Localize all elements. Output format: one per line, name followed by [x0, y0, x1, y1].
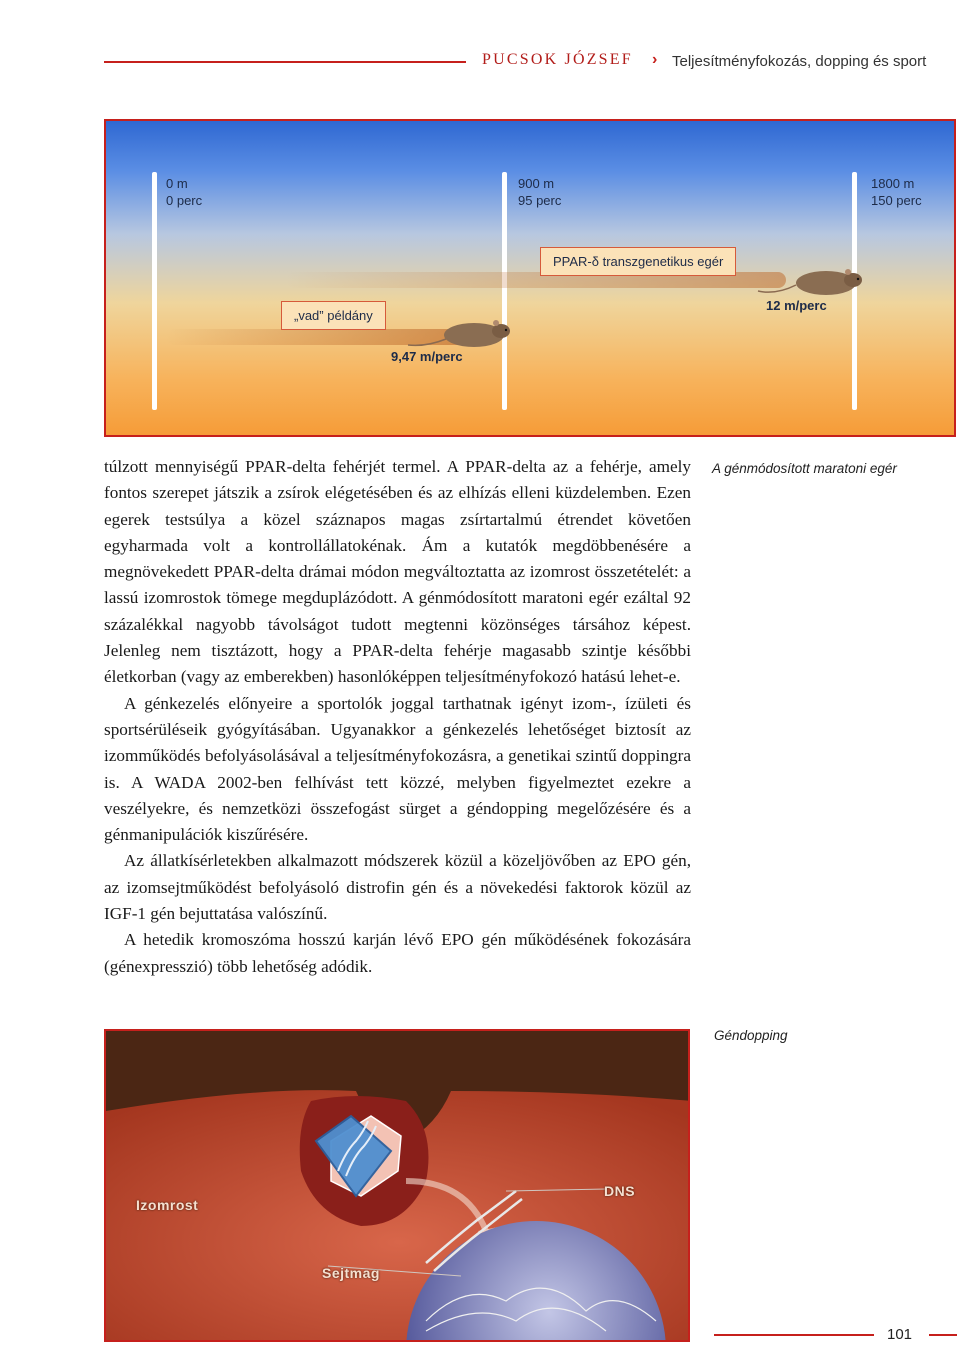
marker-time: 150 perc [871, 193, 922, 208]
paragraph: A hetedik kromoszóma hosszú karján lévő EPO gén működésének fokozására (génexpresszió) több lehetőség adódik. [104, 930, 691, 976]
marker-distance: 0 m [166, 176, 188, 191]
footer-rule [714, 1334, 874, 1336]
label-muscle-fiber: Izomrost [136, 1197, 199, 1213]
header-rule [104, 61, 466, 63]
header-chevron-icon: › [652, 51, 658, 68]
marker-distance: 1800 m [871, 176, 915, 191]
marker-distance: 900 m [518, 176, 555, 191]
paragraph: túlzott mennyiségű PPAR-delta fehérjét termel. A PPAR-delta az a fehérje, amely fontos szerepet játszik a zsírok elégetésében és az elhízás elleni küzdelemben. Ezen egerek testsúlya a közel száznapos magas zsírtartalmú étrendet követően egyharmada volt a kontrollállatokénak. Ám a kutatók megdöbbenésére a megnövekedett PPAR-delta drámai módon megváltoztatta az izomrost összetételét: a lassú izomrostok tömege megduplázódott. A génmódosított maratoni egér ezáltal 92 százalékkal nagyobb távolságot tudott megtenni közönséges társához képest. Jelenleg nem tisztázott, hogy a PPAR-delta fehérje magasabb szintje későbbi életkorban (vagy az emberekben) hasonlóképpen teljesítményfokozó hatású lehet-e. [104, 457, 691, 687]
marker-start [166, 175, 202, 209]
wild-speed: 9,47 m/perc [391, 349, 463, 364]
figure-marathon-mouse [104, 119, 956, 437]
transgenic-label: PPAR-δ transzgenetikus egér [540, 247, 736, 276]
marker-time: 95 perc [518, 193, 562, 208]
marker-finish [871, 175, 922, 209]
label-dna: DNS [604, 1183, 636, 1199]
marker-time: 0 perc [166, 193, 203, 208]
paragraph: A génkezelés előnyeire a sportolók joggal tarthatnak igényt izom-, ízületi és sportsérüléseik gyógyításában. Ugyanakkor a génkezelés lehetőséget biztosít az izomműködés befolyásolásával a teljesítményfokozásra, a genetikai szintű doppingra is. A WADA 2002-ben felhívást tett közzé, melyben figyelmeztet ezekre a veszélyekre, és nemzetközi összefogást sürget a géndopping megelőzésére és a génmanipulációk kiszűrésére. [104, 693, 691, 845]
paragraph: Az állatkísérletekben alkalmazott módszerek közül a közeljövőben az EPO gén, az izomsejtműködést befolyásoló distrofin gén és a növekedési faktorok közül az IGF-1 gén bejuttatása valószínű. [104, 851, 691, 924]
middle-pole [502, 172, 507, 410]
header-author: PUCSOK JÓZSEF [482, 51, 633, 68]
start-pole [152, 172, 157, 410]
wild-mouse-icon [406, 313, 516, 353]
figure1-caption: A génmódosított maratoni egér [712, 461, 897, 476]
transgenic-speed: 12 m/perc [766, 298, 827, 313]
body-text [104, 454, 691, 980]
header-book-title: Teljesítményfokozás, dopping és sport [672, 53, 927, 70]
figure2-caption: Géndopping [714, 1028, 788, 1043]
marker-middle [518, 175, 561, 209]
footer-rule-right [929, 1334, 957, 1336]
transgenic-mouse-icon [756, 261, 866, 301]
gene-doping-illustration [106, 1031, 690, 1342]
wild-label: „vad” példány [281, 301, 386, 330]
label-nucleus: Sejtmag [322, 1265, 380, 1281]
figure-gene-doping [104, 1029, 690, 1342]
page-number: 101 [887, 1326, 913, 1343]
